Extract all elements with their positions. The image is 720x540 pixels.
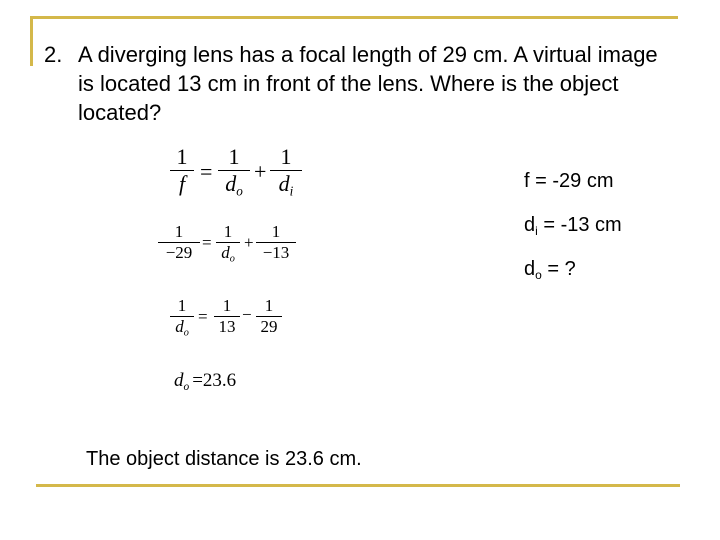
frac-1-over-neg13: 1 −13 — [256, 222, 296, 263]
top-rule — [30, 16, 678, 19]
frac-1-over-29: 1 29 — [256, 296, 282, 337]
frac-1-over-di: 1 $d_i$ — [270, 144, 302, 200]
bottom-rule — [36, 484, 680, 487]
frac-1-over-do: 1 $d_o$ — [216, 222, 240, 265]
left-rule — [30, 16, 33, 66]
answer-text: The object distance is 23.6 cm. — [86, 448, 362, 470]
equals-sign: = — [202, 233, 212, 252]
question-text: A diverging lens has a focal length of 29 cm. A virtual image is located 13 cm in front of the lens. Where is the object located? — [78, 42, 658, 125]
frac-1-over-do: 1 $d_o$ — [218, 144, 250, 200]
given-object-distance: $d_o$ = ? — [524, 258, 576, 283]
result-value: 23.6 — [202, 370, 237, 391]
given-focal-length: f = -29 cm — [524, 170, 614, 192]
question-number: 2. — [44, 42, 63, 67]
plus-sign: + — [244, 233, 254, 252]
frac-1-over-f: 1 f — [170, 144, 194, 197]
equation-result: $d_o =23.6$ — [174, 370, 237, 393]
minus-sign: − — [242, 305, 252, 324]
plus-sign: + — [254, 159, 267, 184]
given-image-distance: $d_i = -13$ cm — [524, 214, 622, 239]
equals-sign: = — [198, 307, 208, 326]
equals-sign: = — [200, 159, 213, 184]
frac-1-over-neg29: 1 −29 — [158, 222, 200, 263]
frac-1-over-13: 1 13 — [214, 296, 240, 337]
frac-1-over-do: 1 $d_o$ — [170, 296, 194, 339]
